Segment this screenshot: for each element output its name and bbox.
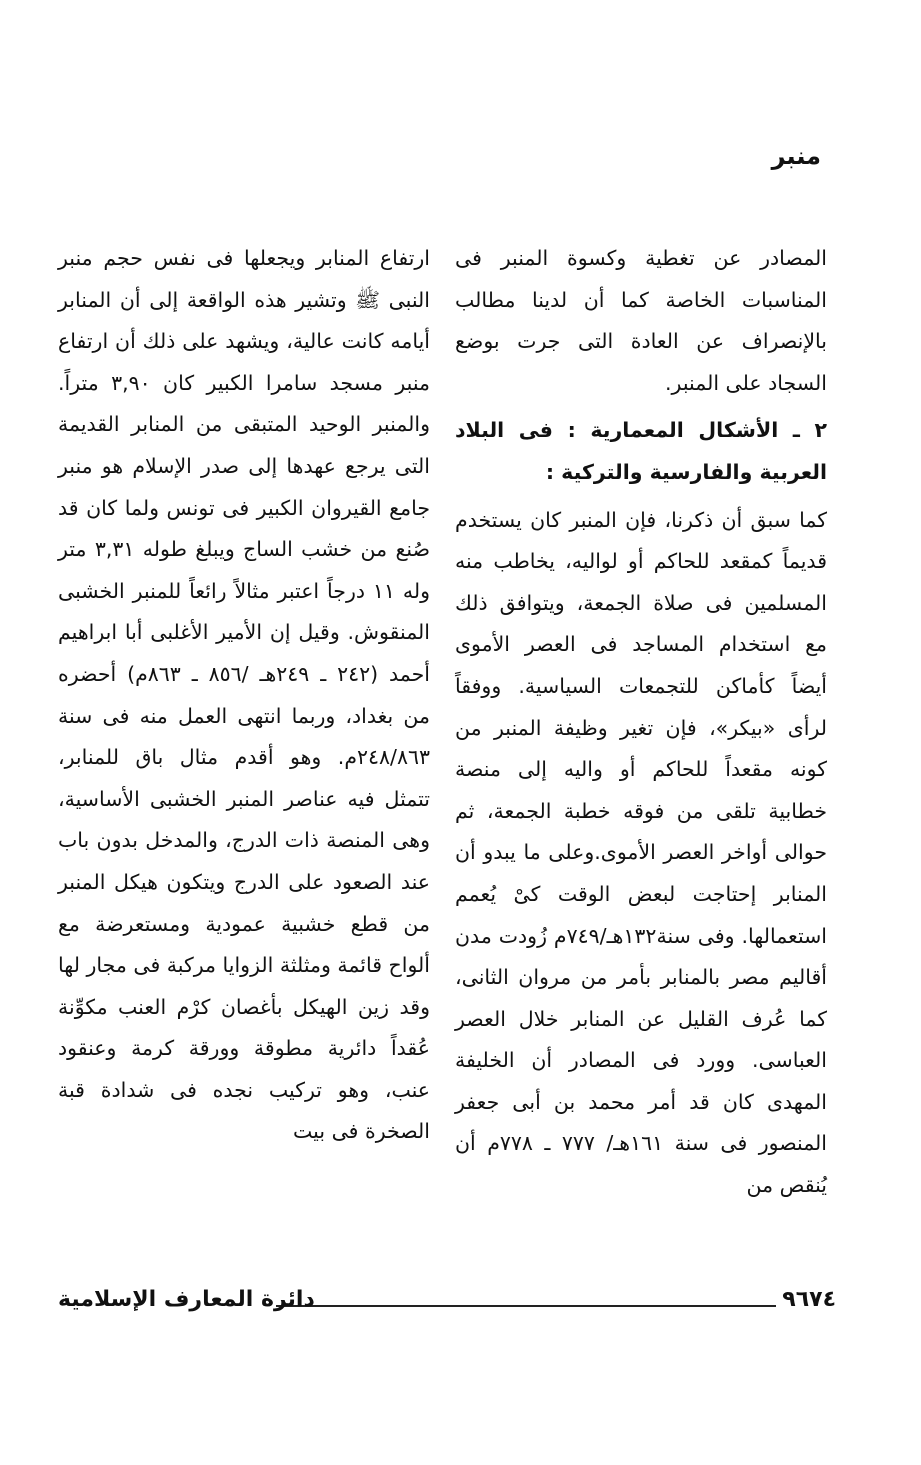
page-number: ٩٦٧٤ bbox=[782, 1287, 836, 1312]
running-header: منبر bbox=[771, 142, 821, 170]
footer-rule bbox=[276, 1305, 776, 1307]
paragraph: ارتفاع المنابر ويجعلها فى نفس حجم منبر النبى ﷺ وتشير هذه الواقعة إلى أن المنابر أيامه كانت عالية، ويشهد على ذلك أن ارتفاع منبر مسجد سامرا الكبير كان ٣,٩٠ متراً. والمنبر الوحيد المتبقى من المنابر القديمة التى يرجع عهدها إلى صدر الإسلام هو منبر جامع القيروان الكبير فى تونس ولما كان قد صُنع من خشب الساج ويبلغ طوله ٣,٣١ متر وله ١١ درجاً اعتبر مثالاً رائعاً للمنبر الخشبى المنقوش. وقيل إن الأمير الأغلبى أبا ابراهيم أحمد (٢٤٢ ـ ٢٤٩هـ /٨٥٦ ـ ٨٦٣م) أحضره من بغداد، وربما انتهى العمل منه فى سنة ٢٤٨/٨٦٣م. وهو أقدم مثال باق للمنابر، تتمثل فيه عناصر المنبر الخشبى الأساسية، وهى المنصة ذات الدرج، والمدخل بدون باب عند الصعود على الدرج ويتكون هيكل المنبر من قطع خشبية عمودية ومستعرضة مع ألواح قائمة ومثلثة الزوايا مركبة فى مجار لها وقد زين الهيكل بأغصان كرْم العنب مكوِّنة عُقداً دائرية مطوقة وورقة كرمة وعنقود عنب، وهو تركيب نجده فى شدادة قبة الصخرة فى بيت bbox=[58, 246, 431, 1144]
paragraph: كما سبق أن ذكرنا، فإن المنبر كان يستخدم قديماً كمقعد للحاكم أو لواليه، يخاطب منه المسلمين فى صلاة الجمعة، ويتوافق ذلك مع استخدام المساجد فى العصر الأموى أيضاً كأماكن للتجمعات السياسية. ووفقاً لرأى «بيكر»، فإن تغير وظيفة المنبر من كونه مقعداً للحاكم أو واليه إلى منصة خطابية تلقى من فوقه خطبة الجمعة، ثم حوالى أواخر العصر الأموى.وعلى ما يبدو أن المنابر إحتاجت لبعض الوقت كىْ يُعمم استعمالها. وفى سنة١٣٢هـ/٧٤٩م زُودت مدن أقاليم مصر بالمنابر بأمر من مروان الثانى، كما عُرف القليل عن المنابر خلال العصر العباسى. وورد فى المصادر أن الخليفة المهدى كان قد أمر محمد بن أبى جعفر المنصور فى سنة ١٦١هـ/ ٧٧٧ ـ ٧٧٨م أن يُنقص من bbox=[455, 507, 827, 1198]
paragraph: المصادر عن تغطية وكسوة المنبر فى المناسبات الخاصة كما أن لدينا مطالب بالإنصراف عن العادة التى جرت بوضع السجاد على المنبر. bbox=[455, 246, 827, 395]
left-column bbox=[58, 238, 430, 1153]
journal-title: دائرة المعارف الإسلامية bbox=[58, 1287, 315, 1312]
right-column bbox=[455, 238, 827, 1207]
section-heading: ٢ ـ الأشكال المعمارية : فى البلاد العربية والفارسية والتركية : bbox=[455, 418, 827, 484]
page-footer bbox=[58, 1285, 836, 1325]
